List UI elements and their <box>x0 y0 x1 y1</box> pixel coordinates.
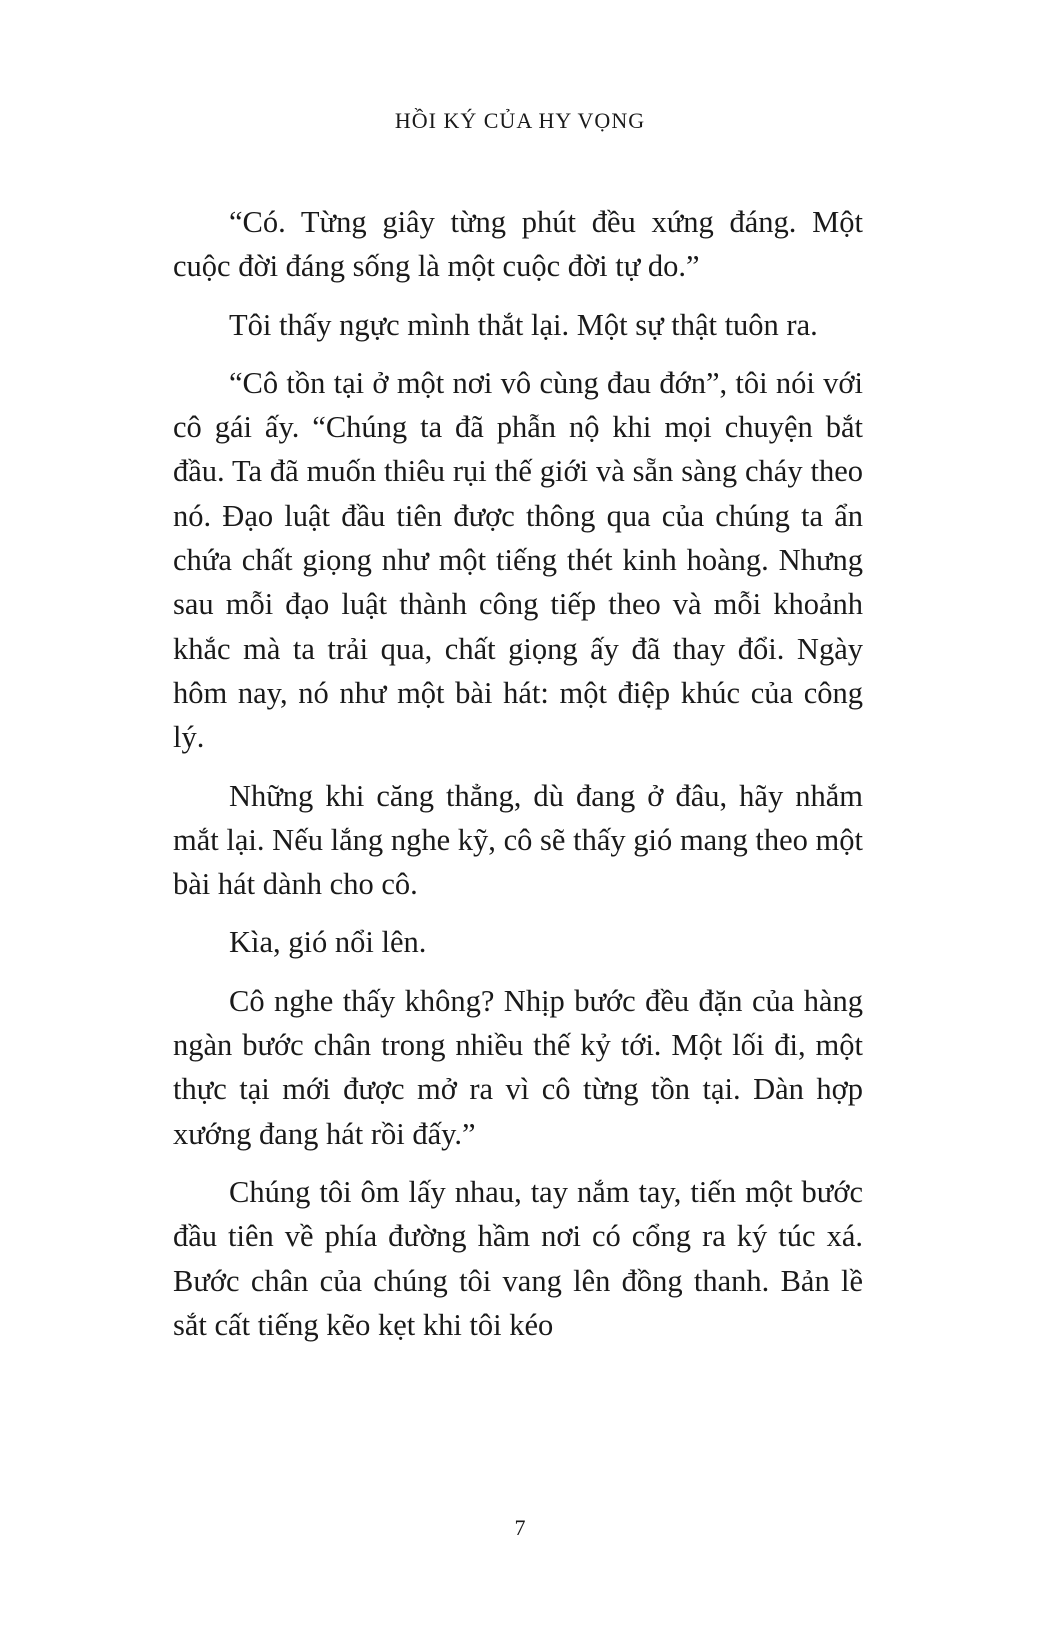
body-text <box>173 200 863 1361</box>
page-number: 7 <box>514 1515 526 1540</box>
paragraph-6: Cô nghe thấy không? Nhịp bước đều đặn của hàng ngàn bước chân trong nhiều thế kỷ tới. Một lối đi, một thực tại mới được mở ra vì cô từng tồn tại. Dàn hợp xướng đang hát rồi đấy.” <box>173 983 863 1151</box>
paragraph-3: “Cô tồn tại ở một nơi vô cùng đau đớn”, tôi nói với cô gái ấy. “Chúng ta đã phẫn nộ khi mọi chuyện bắt đầu. Ta đã muốn thiêu rụi thế giới và sẵn sàng cháy theo nó. Đạo luật đầu tiên được thông qua của chúng ta ẩn chứa chất giọng như một tiếng thét kinh hoàng. Nhưng sau mỗi đạo luật thành công tiếp theo và mỗi khoảnh khắc mà ta trải qua, chất giọng ấy đã thay đổi. Ngày hôm nay, nó như một bài hát: một điệp khúc của công lý. <box>173 365 863 755</box>
running-head: HỒI KÝ CỦA HY VỌNG <box>394 108 646 133</box>
paragraph-1: “Có. Từng giây từng phút đều xứng đáng. Một cuộc đời đáng sống là một cuộc đời tự do.” <box>173 205 863 284</box>
paragraph-4: Những khi căng thẳng, dù đang ở đâu, hãy nhắm mắt lại. Nếu lắng nghe kỹ, cô sẽ thấy gió mang theo một bài hát dành cho cô. <box>173 778 863 902</box>
paragraph-5: Kìa, gió nổi lên. <box>229 925 427 960</box>
paragraph-2: Tôi thấy ngực mình thắt lại. Một sự thật tuôn ra. <box>229 307 818 342</box>
paragraph-7: Chúng tôi ôm lấy nhau, tay nắm tay, tiến một bước đầu tiên về phía đường hầm nơi có cổng ra ký túc xá. Bước chân của chúng tôi vang lên đồng thanh. Bản lề sắt cất tiếng kẽo kẹt khi tôi kéo <box>173 1174 863 1342</box>
